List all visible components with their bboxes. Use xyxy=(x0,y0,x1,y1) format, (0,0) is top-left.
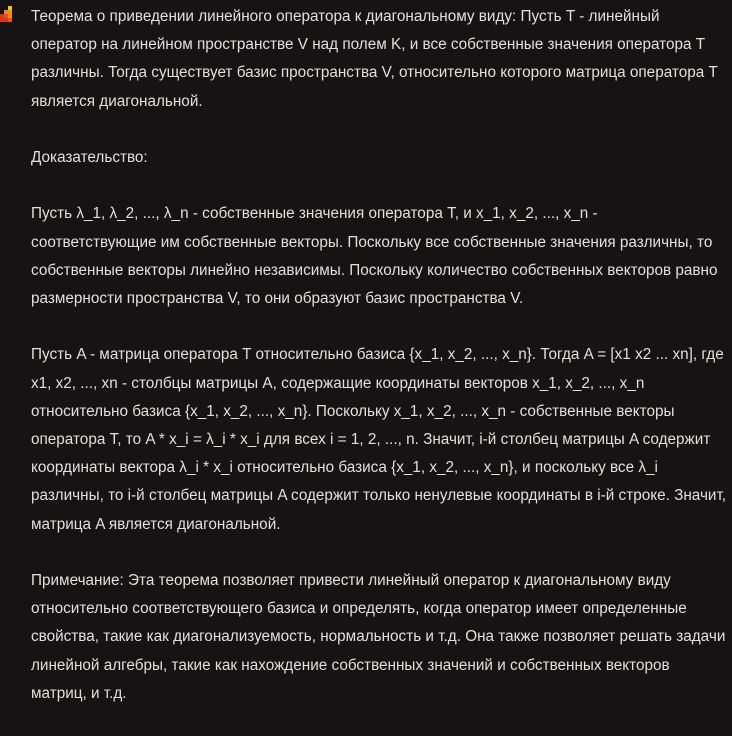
theorem-statement: Теорема о приведении линейного оператора к диагональному виду: Пусть T - линейный оператор на линейном пространстве V над полем K, и все собственные значения оператора T различны. Тогда существует базис пространства V, относительно которого матрица оператора T является диагональной. xyxy=(31,8,718,110)
assistant-message xyxy=(31,3,727,736)
proof-paragraph-matrix: Пусть A - матрица оператора T относительно базиса {x_1, x_2, ..., x_n}. Тогда A = [x1 x2 ... xn], где x1, x2, ..., xn - столбцы матрицы A, содержащие координаты векторов x_1, x_2, ..., x_n относительно базиса {x_1, x_2, ..., x_n}. Поскольку x_1, x_2, ..., x_n - собственные векторы оператора T, то A * x_i = λ_i * x_i для всех i = 1, 2, ..., n. Значит, i-й столбец матрицы A содержит координаты вектора λ_i * x_i относительно базиса {x_1, x_2, ..., x_n}, и поскольку все λ_i различны, то i-й столбец матрицы A содержит только ненулевые координаты в i-й строке. Значит, матрица A является диагональной. xyxy=(31,346,727,533)
proof-heading: Доказательство: xyxy=(31,149,148,166)
note-paragraph: Примечание: Эта теорема позволяет привести линейный оператор к диагональному виду относительно соответствующего базиса и определять, когда оператор имеет определенные свойства, такие как диагонализуемость, нормальность и т.д. Она также позволяет решать задачи линейной алгебры, такие как нахождение собственных значений и собственных векторов матриц, и т.д. xyxy=(31,572,726,702)
proof-paragraph-eigenvectors: Пусть λ_1, λ_2, ..., λ_n - собственные значения оператора T, и x_1, x_2, ..., x_n - соответствующие им собственные векторы. Поскольку все собственные значения различны, то собственные векторы линейно независимы. Поскольку количество собственных векторов равно размерности пространства V, то они образуют базис пространства V. xyxy=(31,205,718,307)
assistant-avatar-icon xyxy=(0,2,12,24)
